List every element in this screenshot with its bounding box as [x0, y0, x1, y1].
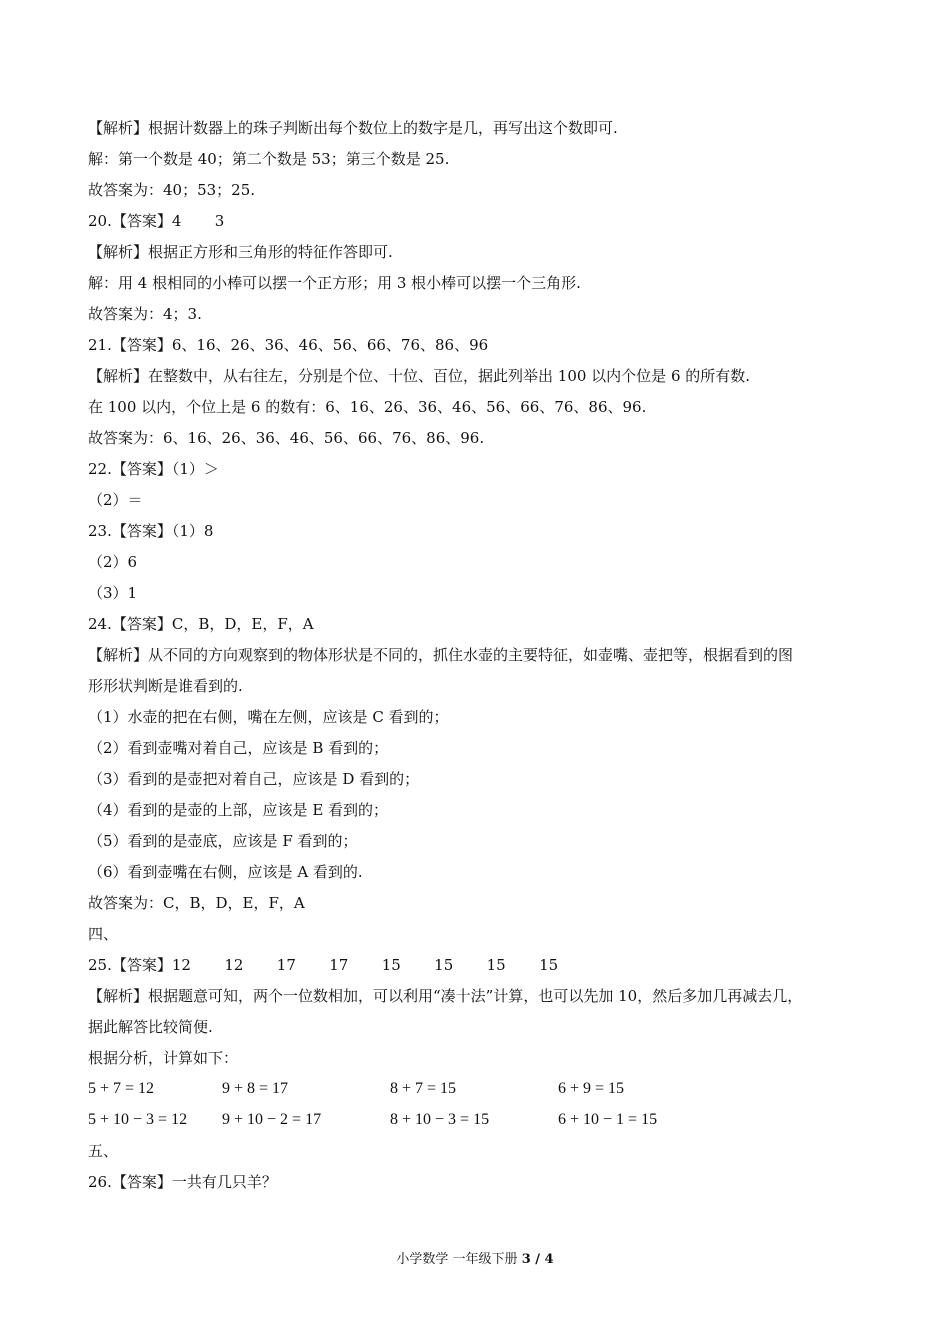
text-line: 故答案为：C，B，D，E，F，A	[88, 894, 305, 912]
text-line: （1）水壶的把在右侧，嘴在左侧，应该是 C 看到的；	[88, 708, 449, 726]
text-line: 在 100 以内，个位上是 6 的数有：6、16、26、36、46、56、66、76、86、96.	[88, 398, 647, 416]
text-line: （3）1	[88, 584, 138, 602]
text-line: （4）看到的是壶的上部，应该是 E 看到的；	[88, 801, 389, 819]
page-number: 3 / 4	[521, 1252, 554, 1267]
text-line: 形形状判断是谁看到的.	[88, 677, 243, 695]
text-line: 解：第一个数是 40；第二个数是 53；第三个数是 25.	[88, 150, 450, 168]
text-line: 解：用 4 根相同的小棒可以摆一个正方形；用 3 根小棒可以摆一个三角形.	[88, 274, 581, 292]
text-line: 【解析】从不同的方向观察到的物体形状是不同的，抓住水壶的主要特征，如壶嘴、壶把等，根据看到的图	[88, 646, 794, 664]
text-line: 24.【答案】C，B，D，E，F，A	[88, 615, 314, 633]
text-line: 故答案为：6、16、26、36、46、56、66、76、86、96.	[88, 429, 485, 447]
equation: 6 + 10 − 1 = 15	[558, 1111, 658, 1128]
text-line: 故答案为：40；53；25.	[88, 181, 256, 199]
text-line: 【解析】根据正方形和三角形的特征作答即可.	[88, 243, 393, 261]
equation: 8 + 7 = 15	[390, 1080, 457, 1097]
equation: 8 + 10 − 3 = 15	[390, 1111, 490, 1128]
text-line: 【解析】根据计数器上的珠子判断出每个数位上的数字是几，再写出这个数即可.	[88, 119, 618, 137]
text-line: （2）＝	[88, 491, 143, 509]
text-line: 26.【答案】一共有几只羊？	[88, 1173, 277, 1191]
text-line: （2）6	[88, 553, 138, 571]
text-line: 【解析】在整数中，从右往左，分别是个位、十位、百位，据此列举出 100 以内个位是 6 的所有数.	[88, 367, 751, 385]
text-line: 25.【答案】12 12 17 17 15 15 15 15	[88, 956, 559, 974]
text-line: （3）看到的是壶把对着自己，应该是 D 看到的；	[88, 770, 420, 788]
text-line: 【解析】根据题意可知，两个一位数相加，可以利用“凑十法”计算，也可以先加 10，然后多加几再减去几，	[88, 987, 803, 1005]
text-line: 故答案为：4；3.	[88, 305, 202, 323]
text-line: 根据分析，计算如下：	[88, 1049, 239, 1067]
text-line: 21.【答案】6、16、26、36、46、56、66、76、86、96	[88, 336, 489, 354]
text-line: 据此解答比较简便.	[88, 1018, 213, 1036]
equation: 6 + 9 = 15	[558, 1080, 625, 1097]
equation: 5 + 7 = 12	[88, 1080, 155, 1097]
text-line: 22.【答案】（1）＞	[88, 460, 219, 478]
text-line: （5）看到的是壶底，应该是 F 看到的；	[88, 832, 358, 850]
text-line: 五、	[88, 1142, 119, 1160]
equation: 9 + 8 = 17	[222, 1080, 289, 1097]
equation: 9 + 10 − 2 = 17	[222, 1111, 322, 1128]
footer-title: 小学数学 一年级下册	[396, 1252, 522, 1267]
text-line: （6）看到壶嘴在右侧，应该是 A 看到的.	[88, 863, 363, 881]
text-line: 23.【答案】（1）8	[88, 522, 214, 540]
text-line: （2）看到壶嘴对着自己，应该是 B 看到的；	[88, 739, 389, 757]
text-line: 四、	[88, 925, 119, 943]
text-line: 20.【答案】4 3	[88, 212, 225, 230]
equation: 5 + 10 − 3 = 12	[88, 1111, 188, 1128]
page-footer	[0, 1248, 950, 1267]
